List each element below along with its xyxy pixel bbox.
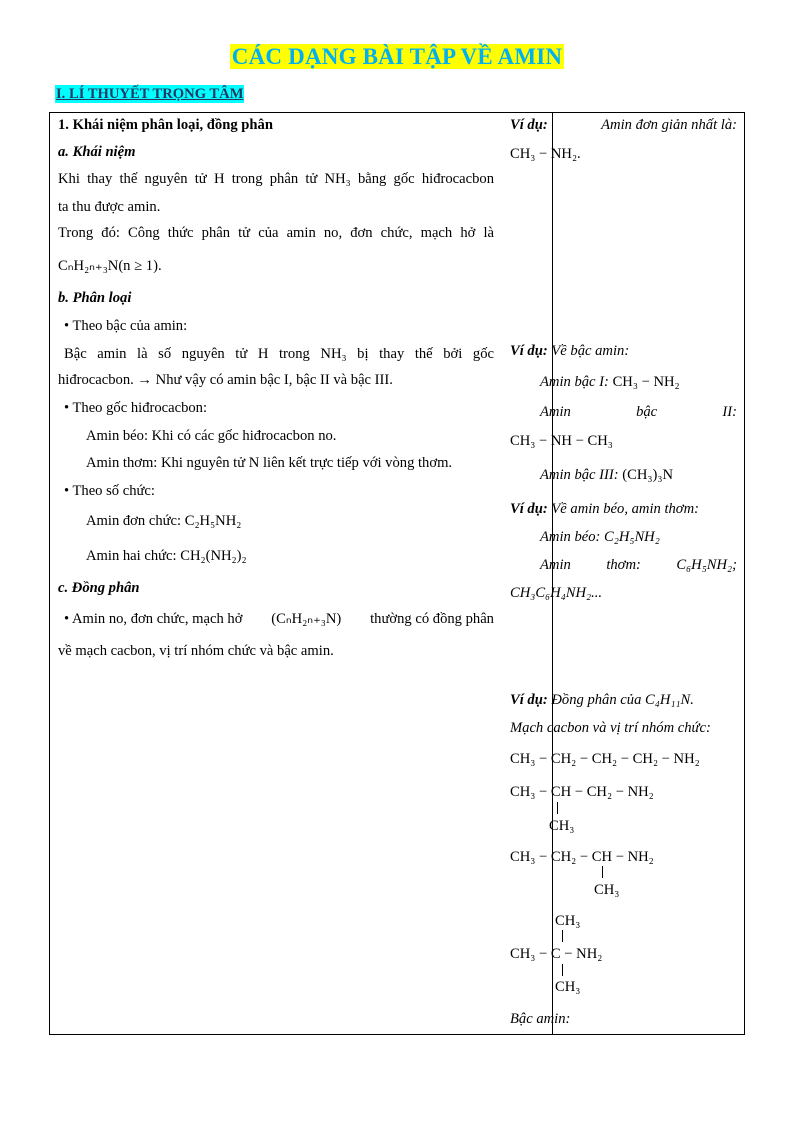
fat-amine-example: Amin béo: C₂H₅NH₂ bbox=[540, 529, 660, 545]
isomer-4-bottom-branch: CH₃ bbox=[555, 979, 581, 995]
aromatic-word-2: thơm: bbox=[606, 557, 641, 573]
simplest-amine-formula: CH₃ − NH₂. bbox=[510, 146, 581, 162]
example-2-heading bbox=[510, 341, 629, 361]
tertiary-amine bbox=[540, 465, 673, 485]
isomer-line-2: về mạch cacbon, vị trí nhóm chức và bậc amin. bbox=[58, 643, 334, 659]
di-amine-formula: CH₂(NH₂)₂ bbox=[180, 548, 247, 564]
isomer-4-formula: CH₃ − C − NH₂ bbox=[510, 946, 603, 962]
isomer-4-bottom-bond bbox=[562, 964, 563, 976]
isomer-4-top-branch: CH₃ bbox=[555, 913, 581, 929]
chain-isomers-title: Mạch cacbon và vị trí nhóm chức: bbox=[510, 720, 711, 736]
primary-amine-formula: CH₃ − NH₂ bbox=[612, 374, 680, 390]
mono-amine bbox=[86, 511, 241, 531]
subheading-classification: b. Phân loại bbox=[58, 290, 132, 306]
secondary-amine-formula: CH₃ − NH − CH₃ bbox=[510, 433, 613, 449]
isomer-general-formula: (CₙH₂ₙ₊₃N) bbox=[271, 611, 342, 627]
example-1-text: Amin đơn giản nhất là: bbox=[601, 117, 737, 133]
example-2-label: Ví dụ: bbox=[510, 343, 548, 359]
definition-line-2: ta thu được amin. bbox=[58, 199, 161, 215]
example-3-heading bbox=[510, 499, 699, 519]
aromatic-amine-definition: Amin thơm: Khi nguyên tử N liên kết trực tiếp với vòng thơm. bbox=[86, 455, 453, 471]
isomer-line-1-pre: • Amin no, đơn chức, mạch hở bbox=[64, 611, 243, 627]
example-2-text: Về bậc amin: bbox=[551, 343, 630, 359]
page-title: CÁC DẠNG BÀI TẬP VỀ AMIN bbox=[231, 44, 563, 69]
isomer-2-formula: CH₃ − CH − CH₂ − NH₂ bbox=[510, 784, 654, 800]
example-3-text: Về amin béo, amin thơm: bbox=[551, 501, 699, 517]
isomer-2-bond bbox=[557, 802, 558, 814]
mono-amine-label: Amin đơn chức: bbox=[86, 513, 182, 529]
di-amine-label: Amin hai chức: bbox=[86, 548, 177, 564]
degree-definition-line-2: hiđrocacbon. → Như vậy có amin bậc I, bậc II và bậc III. bbox=[58, 372, 393, 388]
isomer-2-branch: CH₃ bbox=[549, 818, 575, 834]
di-amine bbox=[86, 546, 247, 566]
aromatic-word-3: C₆H₅NH₂; bbox=[676, 557, 737, 573]
secondary-amine-label bbox=[540, 402, 737, 422]
aromatic-word-1: Amin bbox=[540, 557, 571, 573]
section-heading: I. LÍ THUYẾT TRỌNG TÂM bbox=[56, 86, 244, 102]
definition-line-1: Khi thay thế nguyên tử H trong phân tử NH₃ bằng gốc hiđrocacbon bbox=[58, 171, 494, 187]
example-4-heading bbox=[510, 690, 694, 710]
secondary-amine-word-3: II: bbox=[722, 404, 737, 420]
example-1-heading bbox=[510, 115, 737, 135]
example-4-text: Đồng phân của C₄H₁₁N. bbox=[551, 692, 694, 708]
definition-line-3: Trong đó: Công thức phân tử của amin no, đơn chức, mạch hở là bbox=[58, 225, 494, 241]
general-formula: CₙH₂ₙ₊₃N(n ≥ 1). bbox=[58, 258, 162, 274]
isomer-3-branch: CH₃ bbox=[594, 882, 620, 898]
subheading-definition: a. Khái niệm bbox=[58, 144, 136, 160]
mono-amine-formula: C₂H₅NH₂ bbox=[184, 513, 242, 529]
degree-definition-line-1: Bậc amin là số nguyên tử H trong NH₃ bị thay thế bởi gốc bbox=[64, 346, 494, 362]
bullet-by-degree: • Theo bậc của amin: bbox=[64, 318, 188, 334]
fat-amine-definition: Amin béo: Khi có các gốc hiđrocacbon no. bbox=[86, 428, 337, 444]
primary-amine-label: Amin bậc I: bbox=[540, 374, 609, 390]
subheading-isomers: c. Đồng phân bbox=[58, 580, 140, 596]
degree-isomers-title: Bậc amin: bbox=[510, 1011, 571, 1027]
bullet-by-radical: • Theo gốc hiđrocacbon: bbox=[64, 400, 208, 416]
isomer-line-1-post: thường có đồng phân bbox=[370, 611, 494, 627]
example-3-label: Ví dụ: bbox=[510, 501, 548, 517]
isomer-line-1 bbox=[64, 609, 494, 629]
secondary-amine-word-2: bậc bbox=[636, 404, 658, 420]
tertiary-amine-formula: (CH₃)₃N bbox=[622, 467, 673, 483]
bullet-by-function: • Theo số chức: bbox=[64, 483, 155, 499]
isomer-1-formula: CH₃ − CH₂ − CH₂ − CH₂ − NH₂ bbox=[510, 751, 700, 767]
example-1-label: Ví dụ: bbox=[510, 117, 548, 133]
content-table bbox=[49, 112, 745, 1035]
isomer-3-formula: CH₃ − CH₂ − CH − NH₂ bbox=[510, 849, 654, 865]
tertiary-amine-label: Amin bậc III: bbox=[540, 467, 619, 483]
aromatic-amine-example-2: CH₃C₆H₄NH₂... bbox=[510, 585, 603, 601]
primary-amine bbox=[540, 372, 680, 392]
secondary-amine-word-1: Amin bbox=[540, 404, 571, 420]
isomer-3-bond bbox=[602, 866, 603, 878]
heading-concepts: 1. Khái niệm phân loại, đồng phân bbox=[58, 117, 273, 133]
aromatic-amine-example bbox=[540, 555, 737, 575]
example-4-label: Ví dụ: bbox=[510, 692, 548, 708]
isomer-4-top-bond bbox=[562, 930, 563, 942]
